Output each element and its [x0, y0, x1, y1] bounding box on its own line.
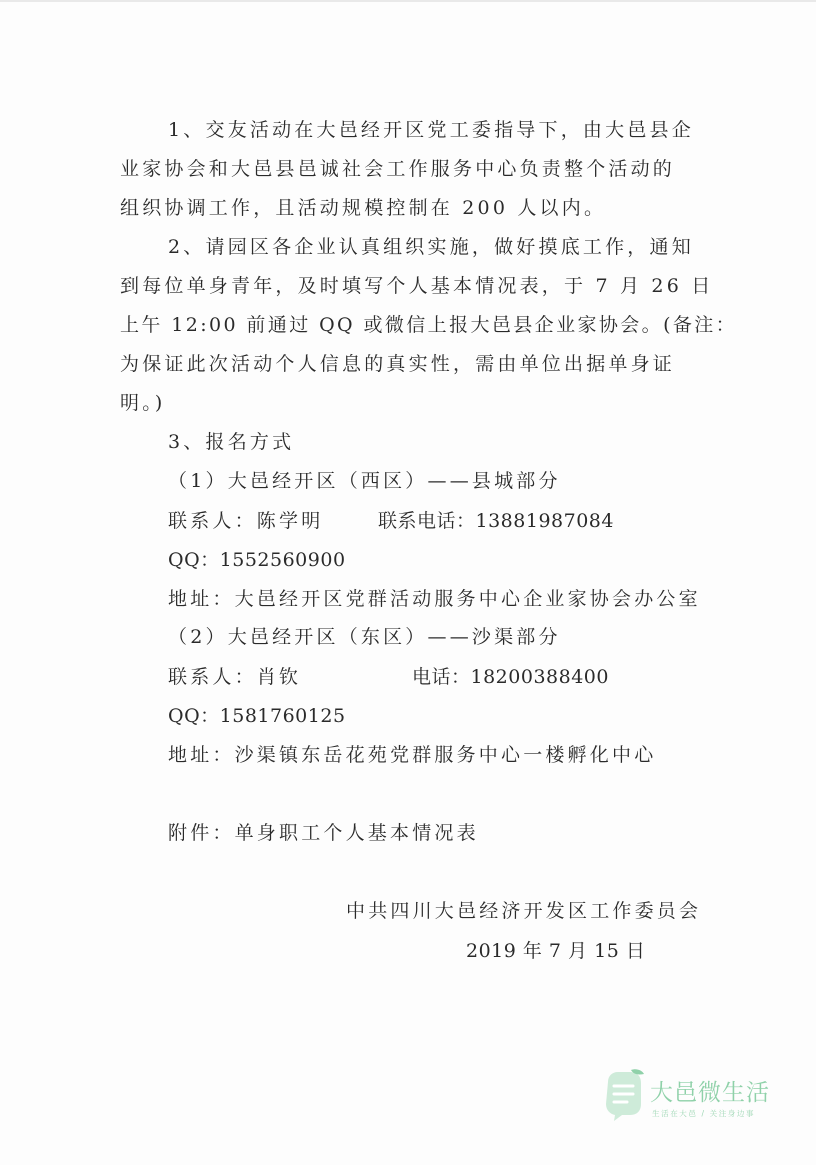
west-heading: （1）大邑经开区（西区）——县城部分 — [168, 470, 561, 492]
para2-line4: 为保证此次活动个人信息的真实性，需由单位出据单身证 — [120, 353, 676, 375]
watermark — [600, 1068, 800, 1128]
para1-line3: 组织协调工作，且活动规模控制在 200 人以内。 — [120, 197, 607, 219]
para2-line2: 到每位单身青年，及时填写个人基本情况表，于 7 月 26 日 — [120, 275, 714, 297]
para1-line2: 业家协会和大邑县邑诚社会工作服务中心负责整个活动的 — [120, 158, 676, 180]
para1-line1: 1、交友活动在大邑经开区党工委指导下，由大邑县企 — [168, 119, 694, 141]
east-contact: 联系人：肖钦 — [168, 666, 302, 688]
leaf-chat-logo-icon — [600, 1068, 646, 1126]
west-phone: 联系电话：13881987084 — [378, 510, 614, 532]
page-top-rule — [0, 0, 816, 2]
watermark-tagline: 生活在大邑 / 关注身边事 — [652, 1109, 756, 1118]
west-address: 地址：大邑经开区党群活动服务中心企业家协会办公室 — [168, 588, 701, 610]
para2-line1: 2、请园区各企业认真组织实施，做好摸底工作，通知 — [168, 236, 694, 258]
para2-line5: 明。) — [120, 392, 166, 414]
para2-line3: 上午 12:00 前通过 QQ 或微信上报大邑县企业家协会。(备注： — [120, 314, 738, 336]
west-contact: 联系人：陈学明 — [168, 510, 324, 532]
watermark-brand: 大邑微生活 — [650, 1080, 770, 1106]
west-qq: QQ：1552560900 — [168, 549, 346, 571]
east-heading: （2）大邑经开区（东区）——沙渠部分 — [168, 626, 561, 648]
attachment-note: 附件：单身职工个人基本情况表 — [168, 822, 479, 844]
east-address: 地址：沙渠镇东岳花苑党群服务中心一楼孵化中心 — [168, 744, 657, 766]
east-qq: QQ：1581760125 — [168, 705, 346, 727]
east-phone: 电话：18200388400 — [412, 666, 609, 688]
signature-date: 2019 年 7 月 15 日 — [466, 940, 646, 962]
section3-title: 3、报名方式 — [168, 431, 295, 453]
signature-org: 中共四川大邑经济开发区工作委员会 — [346, 900, 702, 922]
